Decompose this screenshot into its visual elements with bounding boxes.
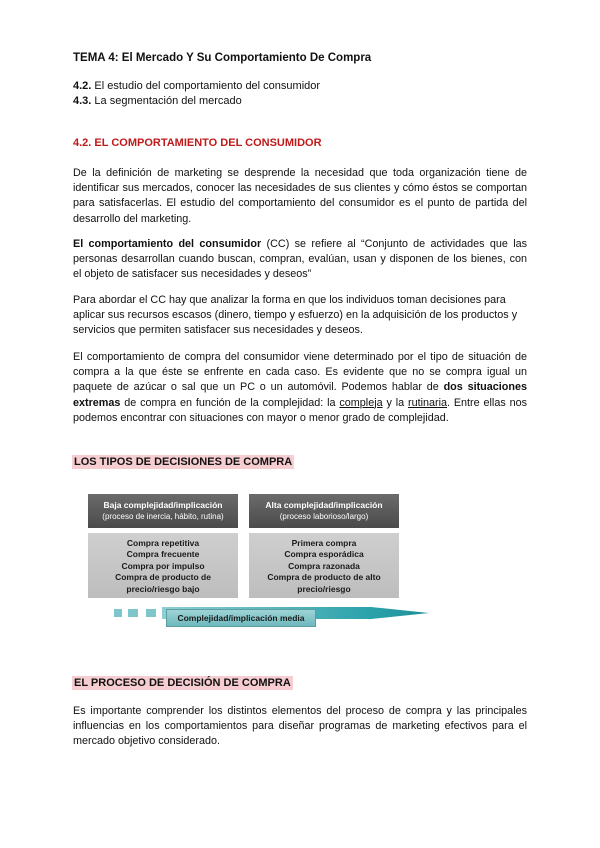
paragraph-resources: Para abordar el CC hay que analizar la forma en que los individuos toman decisiones para aplicar sus recursos escasos (dinero, tiempo y esfuerzo) en la adquisición de los productos y servicios que permiten satisfacer sus necesidades y deseos. [73,294,518,337]
list-item: precio/riesgo [297,583,351,594]
list-item: Compra por impulso [121,560,205,571]
high-complexity-subtitle: (proceso laborioso/largo) [279,512,369,521]
paragraph-process: Es importante comprender los distintos elementos del proceso de compra y las principales influencias en los comportamientos para diseñar programas de marketing efectivos para el mercado objetivo considerado. [73,705,527,748]
list-item: Compra de producto de alto [267,572,381,583]
high-complexity-header [249,494,399,528]
cc-term: El comportamiento del consumidor [73,238,262,250]
toc-number: 4.3. [73,95,92,107]
high-complexity-list [249,533,399,598]
text-run: . Entre ellas nos podemos encontrar con situaciones con mayor o menor grado de complejidad. [73,396,527,424]
heading-decision-process: EL PROCESO DE DECISIÓN DE COMPRA [74,677,291,689]
list-item: precio/riesgo bajo [126,583,200,594]
toc-number: 4.2. [73,80,92,92]
document-title: TEMA 4: El Mercado Y Su Comportamiento De Compra [73,52,372,64]
decision-types-diagram [88,494,434,634]
heading-decision-types: LOS TIPOS DE DECISIONES DE COMPRA [74,456,293,468]
cc-definition: (CC) se refiere al “Conjunto de actividades que las personas desarrollan cuando buscan, compran, evalúan, usan y disponen de los bienes, con el objeto de satisfacer sus necesidades y deseos” [73,238,527,281]
high-complexity-title: Alta complejidad/implicación [265,500,383,510]
list-item: Compra repetitiva [126,538,200,548]
bold-run: dos situaciones extremas [73,381,527,409]
paragraph-situations [73,350,527,426]
arrow-dash [114,609,122,617]
underlined-run: rutinaria [407,396,447,409]
list-item: Primera compra [291,538,357,548]
toc-text: La segmentación del mercado [91,95,242,107]
paragraph-cc [73,237,527,283]
toc-text: El estudio del comportamiento del consumidor [91,80,321,92]
low-complexity-list [88,533,238,598]
text-run: y la [382,396,408,409]
underlined-run: compleja [339,396,383,409]
list-item: Compra razonada [288,560,360,571]
list-item: Compra de producto de [115,572,211,583]
toc-item [73,95,242,107]
list-item: Compra esporádica [284,549,364,560]
arrow-dash [128,609,138,617]
toc-item [73,80,320,92]
paragraph-definition: De la definición de marketing se desprende la necesidad que toda organización tiene de identificar sus mercados, conocer las necesidades de sus clientes y cómo éstos se comportan para satisfacerlas. El estudio del comportamiento del consumidor es el punto de partida del desarrollo del marketing. [73,167,527,225]
low-complexity-header [88,494,238,528]
arrow-dash [146,609,156,617]
arrow-label: Complejidad/implicación media [166,609,316,627]
text-run: de compra en función de la complejidad: la [120,396,340,409]
arrow-head-icon [371,598,431,628]
low-complexity-title: Baja complejidad/implicación [103,500,223,510]
list-item: Compra frecuente [126,549,200,560]
text-run: El comportamiento de compra del consumidor viene determinado por el tipo de situación de compra a la que éste se enfrente en cada caso. Es evidente que no se compra igual un paquete de azúcar o sal que un PC o un automóvil. Podemos hablar de [73,351,527,394]
section-heading: 4.2. EL COMPORTAMIENTO DEL CONSUMIDOR [73,137,322,149]
low-complexity-subtitle: (proceso de inercia, hábito, rutina) [102,512,224,521]
